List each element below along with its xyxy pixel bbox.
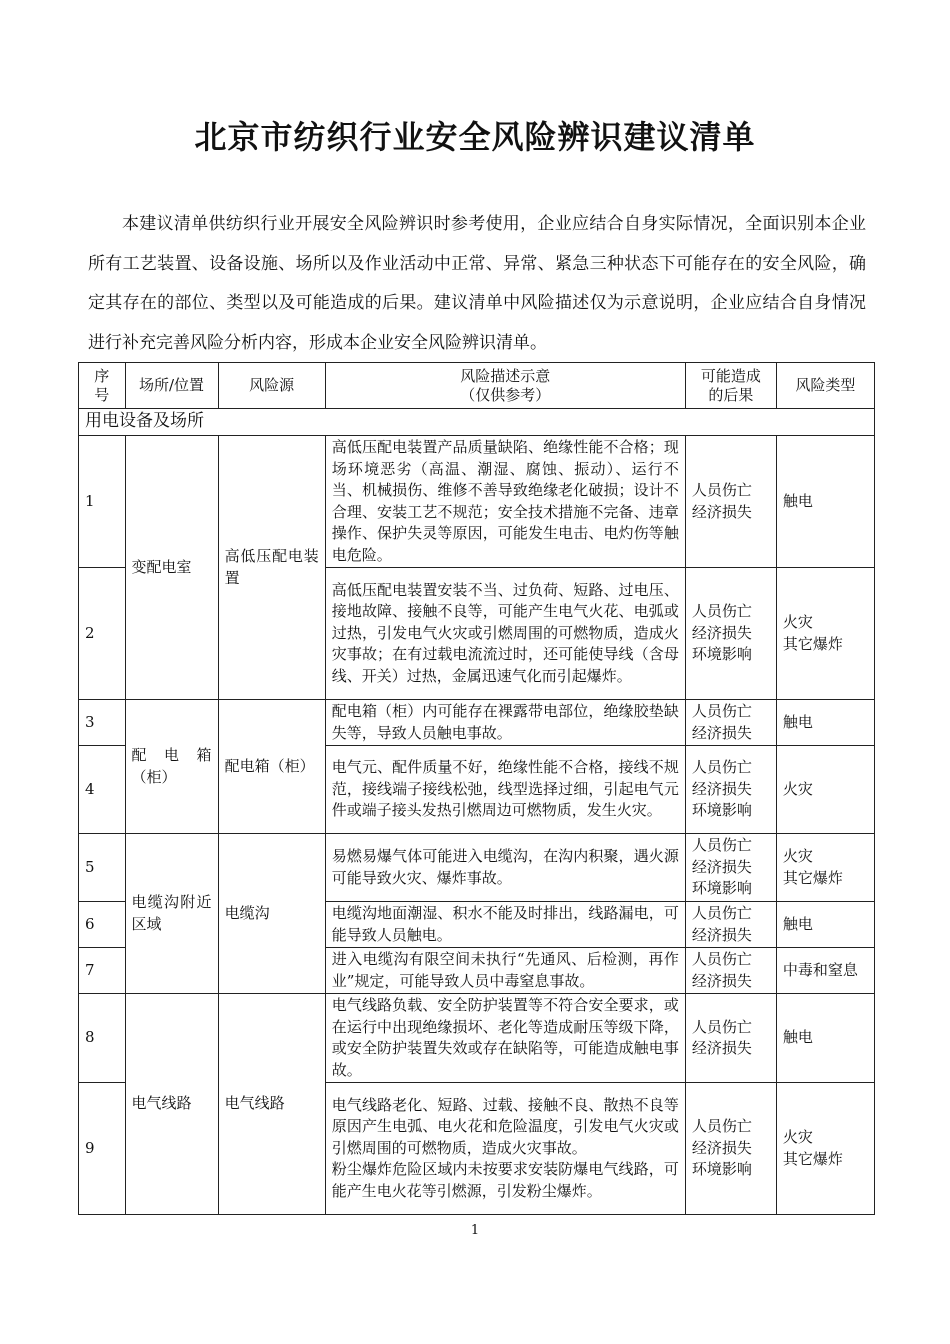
- risk-type-cell: 触电: [776, 436, 874, 568]
- risk-source-cell: 高低压配电装置: [218, 436, 325, 700]
- risk-table: [78, 362, 875, 1215]
- row-number: 8: [79, 994, 126, 1083]
- risk-source-cell: 电缆沟: [218, 834, 325, 994]
- row-number: 1: [79, 436, 126, 568]
- risk-description: 易燃易爆气体可能进入电缆沟，在沟内积聚，遇火源可能导致火灾、爆炸事故。: [325, 834, 685, 902]
- consequence-cell: 人员伤亡 经济损失 环境影响: [685, 746, 776, 834]
- header-location: 场所/位置: [125, 363, 218, 409]
- risk-description: 电气元、配件质量不好，绝缘性能不合格，接线不规范，接线端子接线松弛，线型选择过细，引起电气元件或端子接头发热引燃周边可燃物质，发生火灾。: [325, 746, 685, 834]
- risk-type-cell: 触电: [776, 902, 874, 948]
- location-cell: 电缆沟附近区域: [125, 834, 218, 994]
- risk-description: 配电箱（柜）内可能存在裸露带电部位，绝缘胶垫缺失等，导致人员触电事故。: [325, 700, 685, 746]
- header-no: 序 号: [79, 363, 126, 409]
- row-number: 6: [79, 902, 126, 948]
- row-number: 7: [79, 948, 126, 994]
- risk-description: 高低压配电装置产品质量缺陷、绝缘性能不合格；现场环境恶劣（高温、潮湿、腐蚀、振动）、运行不当、机械损伤、维修不善导致绝缘老化破损；设计不合理、安装工艺不规范；安全技术措施不完备、违章操作、保护失灵等原因，可能发生电击、电灼伤等触电危险。: [325, 436, 685, 568]
- consequence-cell: 人员伤亡 经济损失: [685, 994, 776, 1083]
- location-cell: 变配电室: [125, 436, 218, 700]
- risk-type-cell: 火灾: [776, 746, 874, 834]
- risk-type-cell: 火灾 其它爆炸: [776, 1083, 874, 1215]
- risk-description: 高低压配电装置安装不当、过负荷、短路、过电压、接地故障、接触不良等，可能产生电气火花、电弧或过热，引发电气火灾或引燃周围的可燃物质，造成火灾事故；在有过载电流流过时，还可能使导线（含母线、开关）过热，金属迅速气化而引起爆炸。: [325, 568, 685, 700]
- row-number: 2: [79, 568, 126, 700]
- header-risk-type: 风险类型: [776, 363, 874, 409]
- consequence-cell: 人员伤亡 经济损失 环境影响: [685, 568, 776, 700]
- risk-type-cell: 火灾 其它爆炸: [776, 834, 874, 902]
- table-header-row: [79, 363, 875, 409]
- risk-type-cell: 中毒和窒息: [776, 948, 874, 994]
- risk-description: 电气线路老化、短路、过载、接触不良、散热不良等原因产生电弧、电火花和危险温度，引发电气火灾或引燃周围的可燃物质，造成火灾事故。 粉尘爆炸危险区域内未按要求安装防爆电气线路，可能产生电火花等引燃源，引发粉尘爆炸。: [325, 1083, 685, 1215]
- document-title: 北京市纺织行业安全风险辨识建议清单: [194, 118, 756, 156]
- intro-paragraph: 本建议清单供纺织行业开展安全风险辨识时参考使用，企业应结合自身实际情况，全面识别本企业所有工艺装置、设备设施、场所以及作业活动中正常、异常、紧急三种状态下可能存在的安全风险，确定其存在的部位、类型以及可能造成的后果。建议清单中风险描述仅为示意说明，企业应结合自身情况进行补充完善风险分析内容，形成本企业安全风险辨识清单。: [88, 214, 866, 353]
- risk-source-cell: 配电箱（柜）: [218, 700, 325, 834]
- consequence-cell: 人员伤亡 经济损失: [685, 948, 776, 994]
- risk-type-cell: 触电: [776, 700, 874, 746]
- row-number: 4: [79, 746, 126, 834]
- consequence-cell: 人员伤亡 经济损失 环境影响: [685, 834, 776, 902]
- table-row: [79, 436, 875, 568]
- consequence-cell: 人员伤亡 经济损失: [685, 700, 776, 746]
- location-cell: 电气线路: [125, 994, 218, 1215]
- consequence-cell: 人员伤亡 经济损失 环境影响: [685, 1083, 776, 1215]
- header-description: 风险描述示意 （仅供参考）: [325, 363, 685, 409]
- section-row: [79, 409, 875, 436]
- consequence-cell: 人员伤亡 经济损失: [685, 902, 776, 948]
- risk-description: 电气线路负载、安全防护装置等不符合安全要求，或在运行中出现绝缘损坏、老化等造成耐压等级下降，或安全防护装置失效或存在缺陷等，可能造成触电事故。: [325, 994, 685, 1083]
- risk-description: 电缆沟地面潮湿、积水不能及时排出，线路漏电，可能导致人员触电。: [325, 902, 685, 948]
- table-row: [79, 994, 875, 1083]
- location-cell: 配电箱（柜）: [125, 700, 218, 834]
- row-number: 3: [79, 700, 126, 746]
- risk-description: 进入电缆沟有限空间未执行“先通风、后检测，再作业”规定，可能导致人员中毒窒息事故。: [325, 948, 685, 994]
- section-title: 用电设备及场所: [79, 409, 875, 436]
- consequence-cell: 人员伤亡 经济损失: [685, 436, 776, 568]
- header-source: 风险源: [218, 363, 325, 409]
- row-number: 9: [79, 1083, 126, 1215]
- row-number: 5: [79, 834, 126, 902]
- risk-type-cell: 触电: [776, 994, 874, 1083]
- table-row: [79, 834, 875, 902]
- risk-type-cell: 火灾 其它爆炸: [776, 568, 874, 700]
- risk-source-cell: 电气线路: [218, 994, 325, 1215]
- page-number: 1: [470, 1223, 480, 1238]
- table-row: [79, 700, 875, 746]
- header-consequence: 可能造成 的后果: [685, 363, 776, 409]
